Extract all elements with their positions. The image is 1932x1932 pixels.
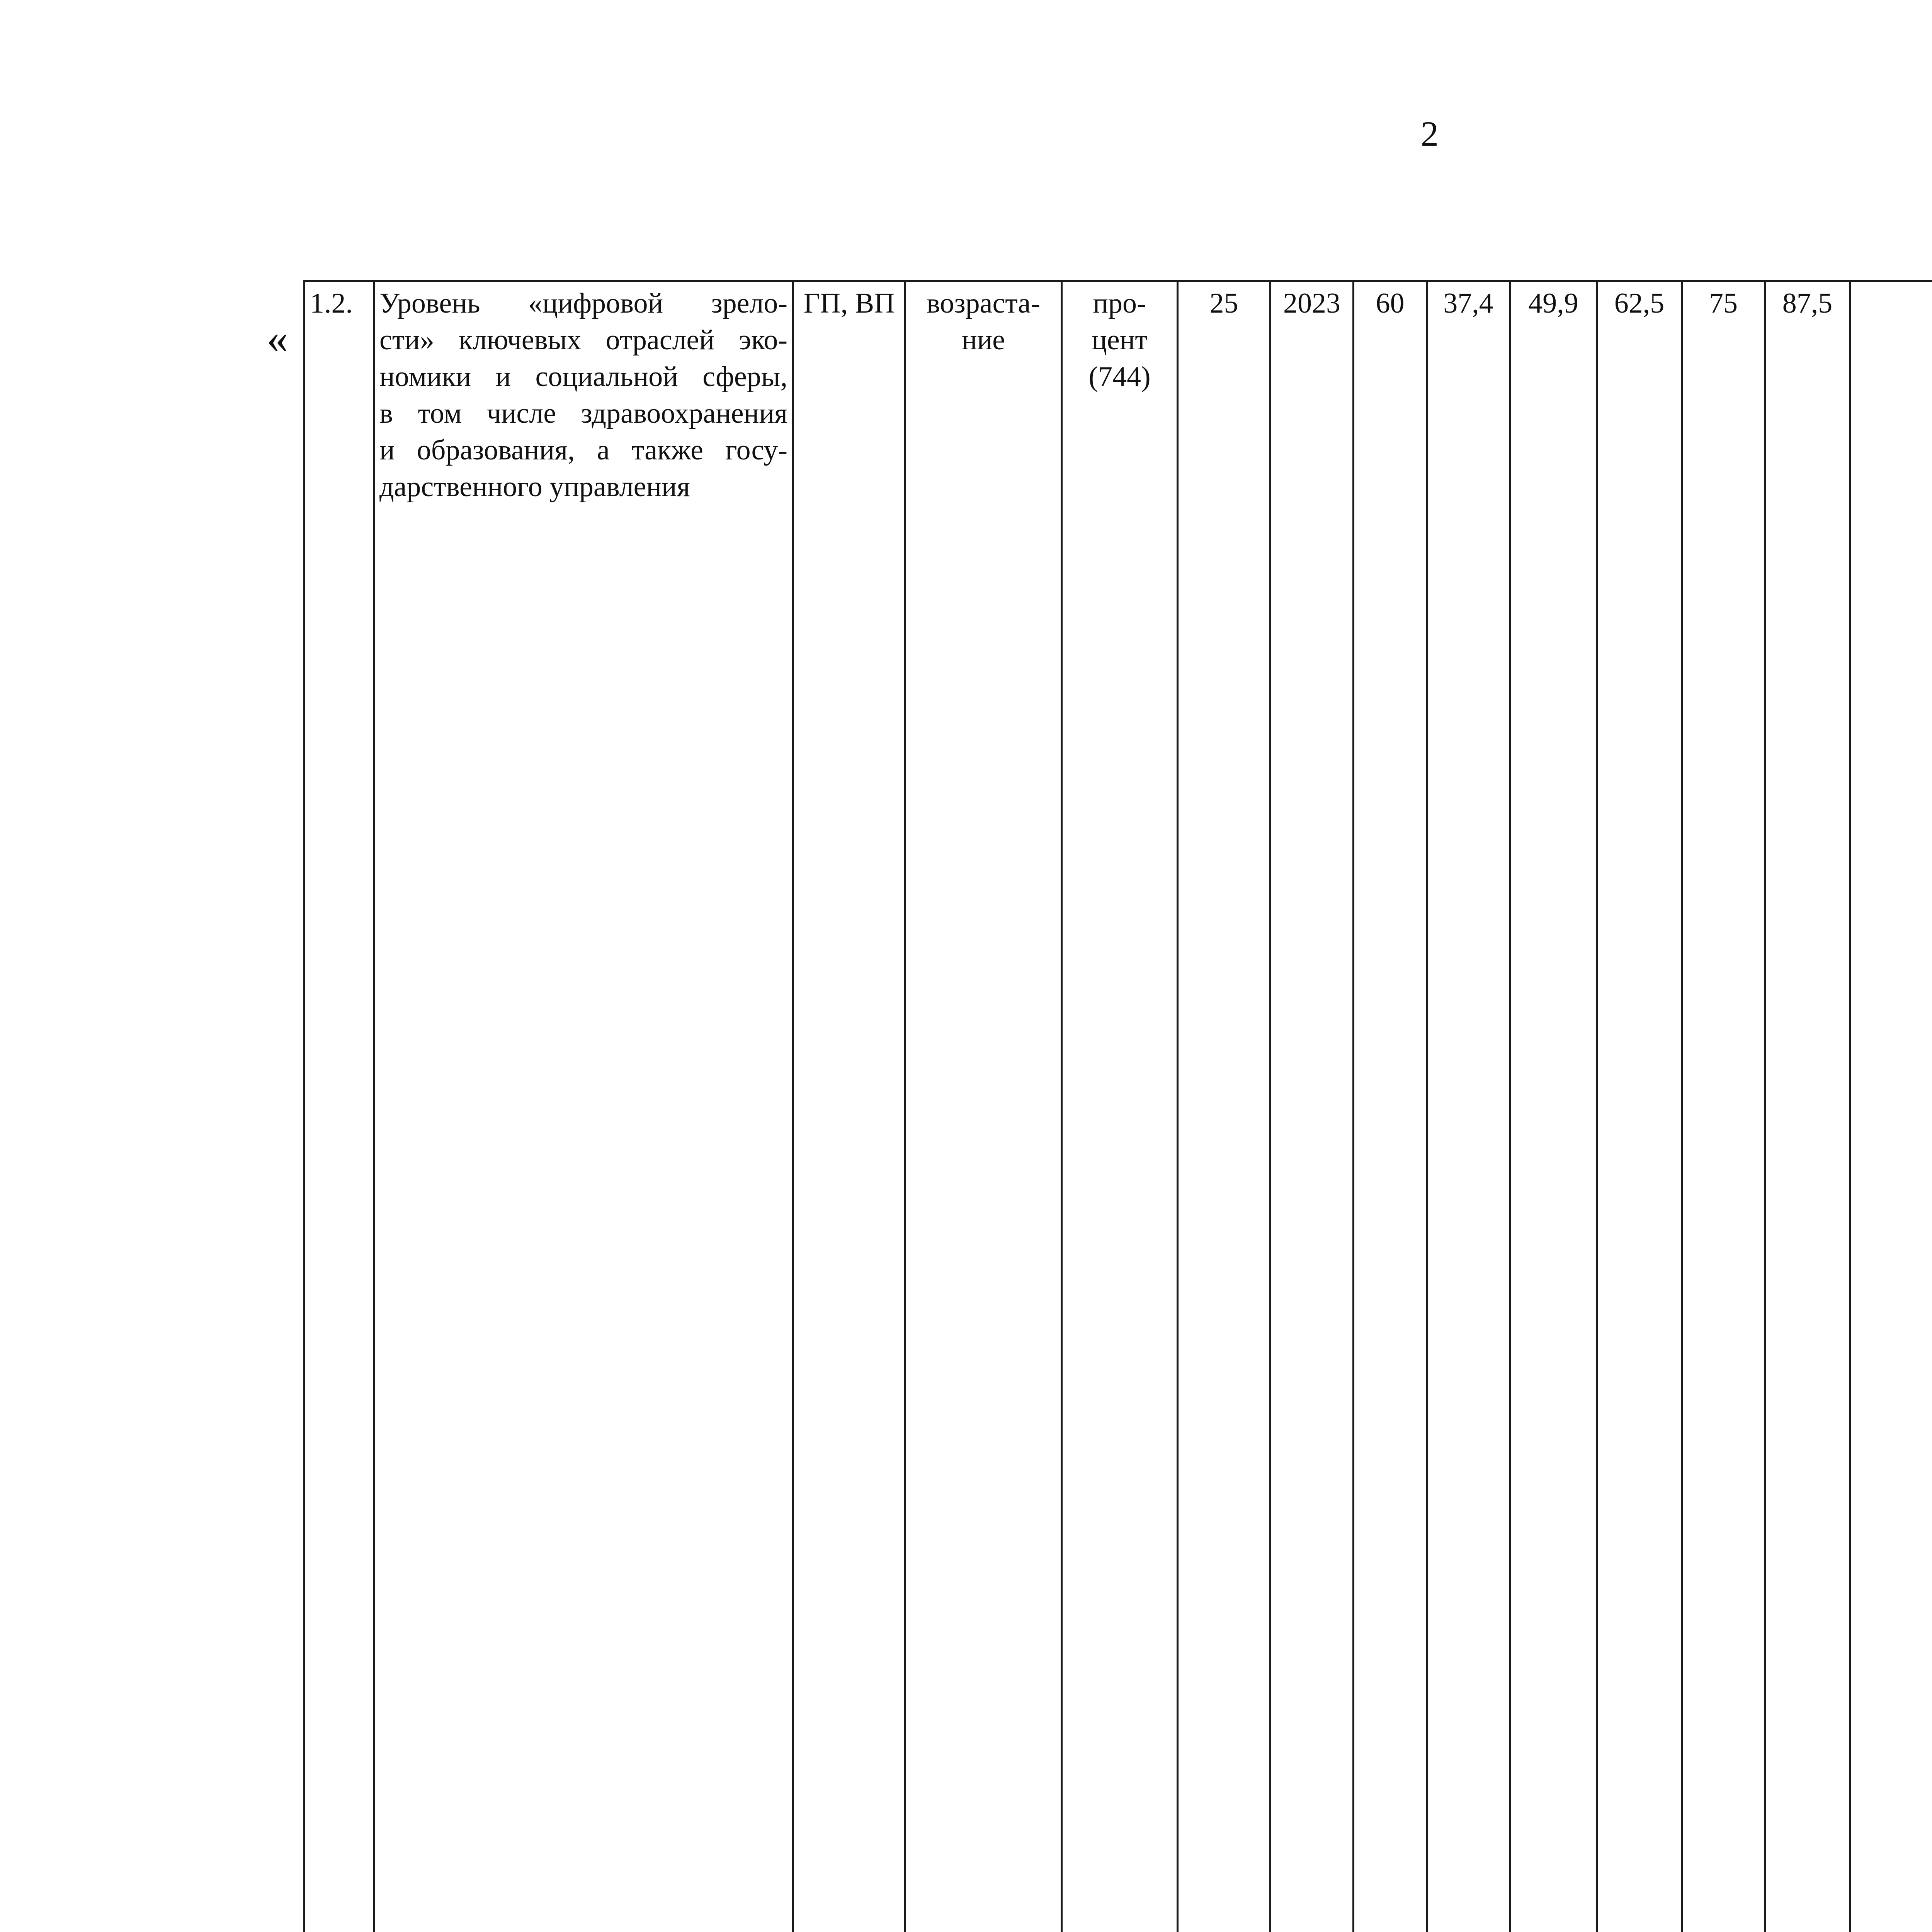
cell-trend: возраста- ние xyxy=(905,281,1062,1932)
indicators-table xyxy=(303,280,1932,1932)
cell-value: 87,5 xyxy=(1765,281,1850,1932)
cell-value: 75 xyxy=(1682,281,1765,1932)
cell-value: 49,9 xyxy=(1510,281,1597,1932)
opening-quote-mark: « xyxy=(267,317,288,360)
cell-base-value: 25 xyxy=(1178,281,1270,1932)
table-row xyxy=(304,281,1932,1932)
cell-value: 37,4 xyxy=(1427,281,1510,1932)
cell-value: 60 xyxy=(1354,281,1427,1932)
cell-value xyxy=(1850,281,1932,1932)
cell-unit: про- цент (744) xyxy=(1062,281,1178,1932)
cell-value: 62,5 xyxy=(1597,281,1682,1932)
cell-base-year: 2023 xyxy=(1270,281,1354,1932)
cell-level-code: ГП, ВП xyxy=(793,281,905,1932)
cell-indicator-name: Уровень «цифровой зрело- сти» ключевых отраслей эко- номики и социальной сферы, в том числе здравоохранения и образования, а также госу- дарственного управления xyxy=(374,281,793,1932)
page-number: 2 xyxy=(1410,116,1449,151)
cell-row-number: 1.2. xyxy=(304,281,374,1932)
